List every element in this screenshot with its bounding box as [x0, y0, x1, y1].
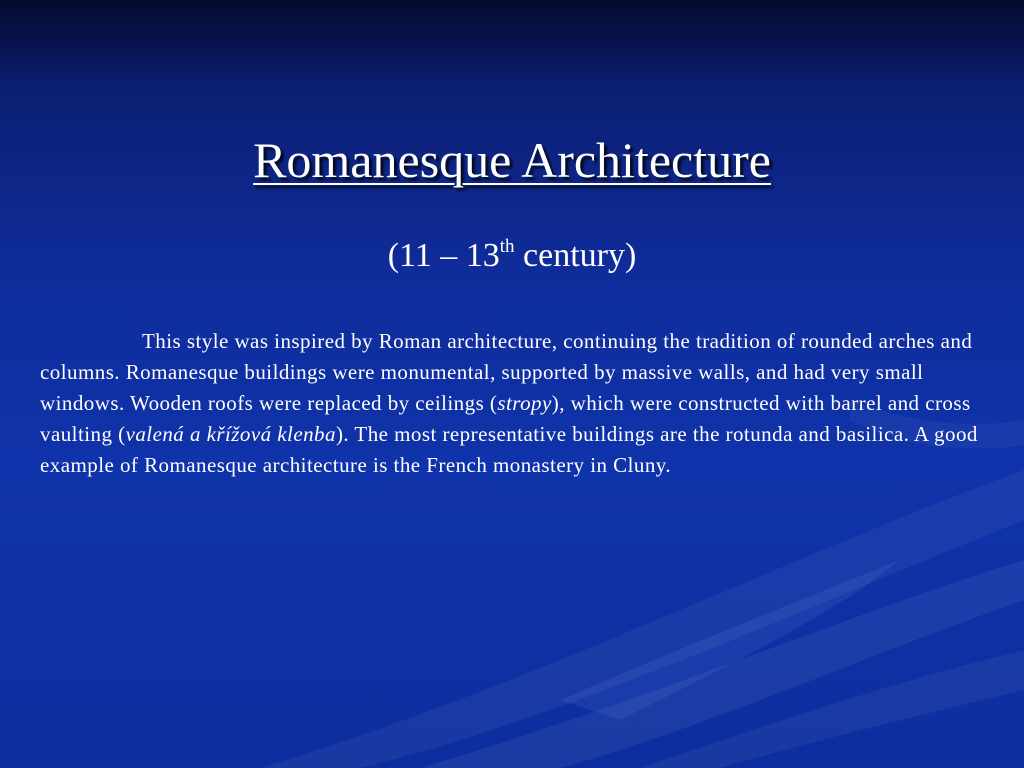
- paragraph-text-part1: This style was inspired by Roman architecture, continuing the tradition of rounded arches and columns. Romanesque buildings were monumental, supported by massive walls, and had very small windows. Wooden roofs were replaced by ceilings (: [40, 329, 973, 415]
- subtitle-superscript: th: [499, 236, 515, 257]
- slide-title: Romanesque Architecture: [253, 132, 771, 188]
- slide-subtitle: [0, 236, 1024, 276]
- paragraph-text-part2: ), which were constructed with barrel and cross vaulting (: [40, 391, 971, 446]
- term-vaulting: valená a křížová klenba: [125, 422, 336, 446]
- paragraph-text-part3: ). The most representative buildings are the rotunda and basilica. A good example of Romanesque architecture is the French monastery in Cluny.: [40, 422, 978, 477]
- subtitle-prefix: (11 – 13: [387, 237, 500, 274]
- term-stropy: stropy: [497, 391, 552, 415]
- subtitle-suffix: century): [514, 237, 637, 274]
- body-paragraph: [40, 326, 980, 481]
